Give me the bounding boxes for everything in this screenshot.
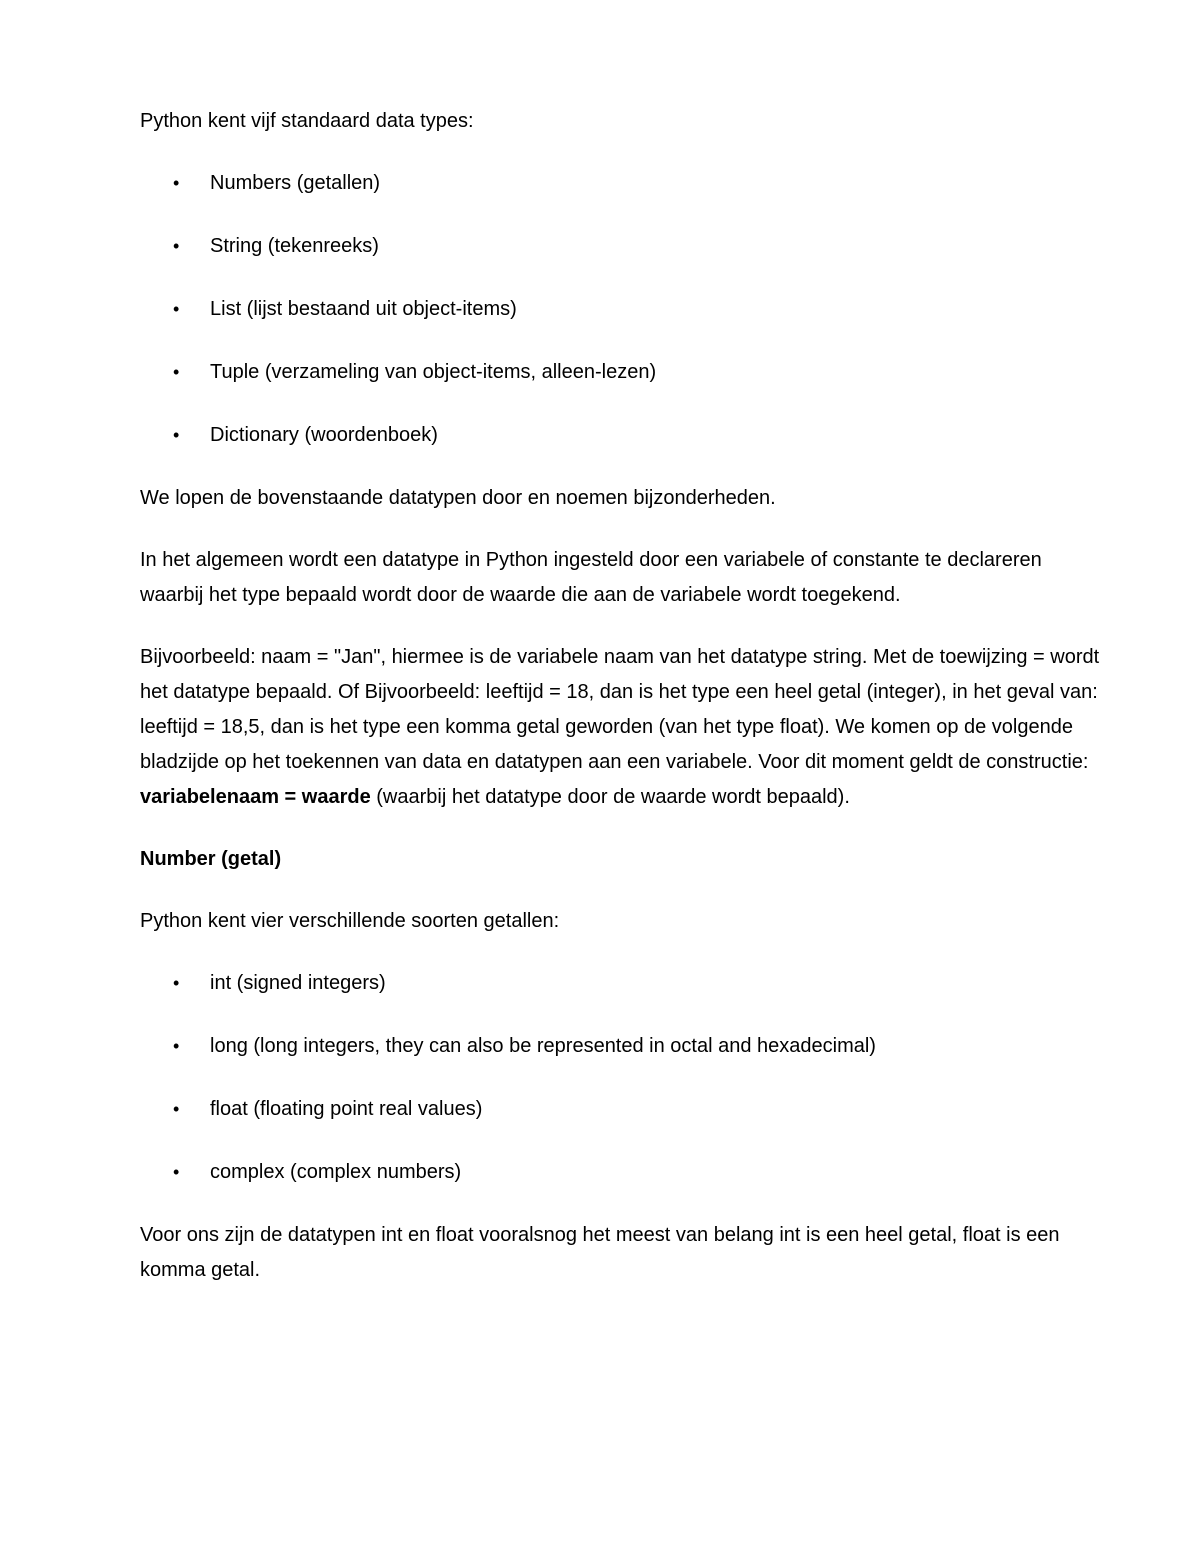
list-item [140,355,1110,390]
list-item-text: List (lijst bestaand uit object-items) [210,298,517,320]
bullet-icon: • [173,973,180,993]
list-item-text: Numbers (getallen) [210,172,381,194]
list-item [140,1029,1110,1064]
list-item-text: Tuple (verzameling van object-items, alleen-lezen) [210,361,657,383]
bullet-icon: • [173,1162,180,1182]
bullet-icon: • [173,362,180,382]
list-item [140,966,1110,1001]
conclusion-paragraph: Voor ons zijn de datatypen int en float vooralsnog het meest van belang int is een heel getal, float is een komma getal. [140,1224,1060,1281]
bullet-icon: • [173,1099,180,1119]
list-item-text: int (signed integers) [210,972,386,994]
list-item-text: float (floating point real values) [210,1098,483,1120]
data-types-list [140,166,1110,453]
list-item [140,1092,1110,1127]
list-item-text: long (long integers, they can also be represented in octal and hexadecimal) [210,1035,876,1057]
bullet-icon: • [173,236,180,256]
intro-paragraph: Python kent vijf standaard data types: [140,110,474,132]
general-paragraph: In het algemeen wordt een datatype in Python ingesteld door een variabele of constante te declareren waarbij het type bepaald wordt door de waarde die aan de variabele wordt toegekend. [140,549,1042,606]
list-item [140,229,1110,264]
section-heading-number: Number (getal) [140,848,282,870]
example-paragraph [140,640,1110,815]
bullet-icon: • [173,173,180,193]
construct-formula: variabelenaam = waarde [140,786,371,808]
list-item-text: complex (complex numbers) [210,1161,462,1183]
example-text-start: Bijvoorbeeld: naam = "Jan", hiermee is de variabele naam van het datatype string. Met de toewijzing = wordt het datatype bepaald. Of Bijvoorbeeld: leeftijd = 18, dan is het type een heel getal (integer), in het geval van: leeftijd = 18,5, dan is het type een komma getal geworden (van het type float). We komen op de volgende bladzijde op het toekennen van data en datatypen aan een variabele. Voor dit moment geldt de constructie: [140,646,1100,773]
bullet-icon: • [173,299,180,319]
list-item-text: String (tekenreeks) [210,235,379,257]
list-item [140,166,1110,201]
bullet-icon: • [173,425,180,445]
document-body [140,104,1110,1315]
overview-paragraph: We lopen de bovenstaande datatypen door en noemen bijzonderheden. [140,487,776,509]
example-text-end: (waarbij het datatype door de waarde wordt bepaald). [370,786,850,808]
list-item [140,292,1110,327]
list-item-text: Dictionary (woordenboek) [210,424,438,446]
list-item [140,1155,1110,1190]
list-item [140,418,1110,453]
number-types-list [140,966,1110,1190]
number-intro-paragraph: Python kent vier verschillende soorten getallen: [140,910,560,932]
bullet-icon: • [173,1036,180,1056]
